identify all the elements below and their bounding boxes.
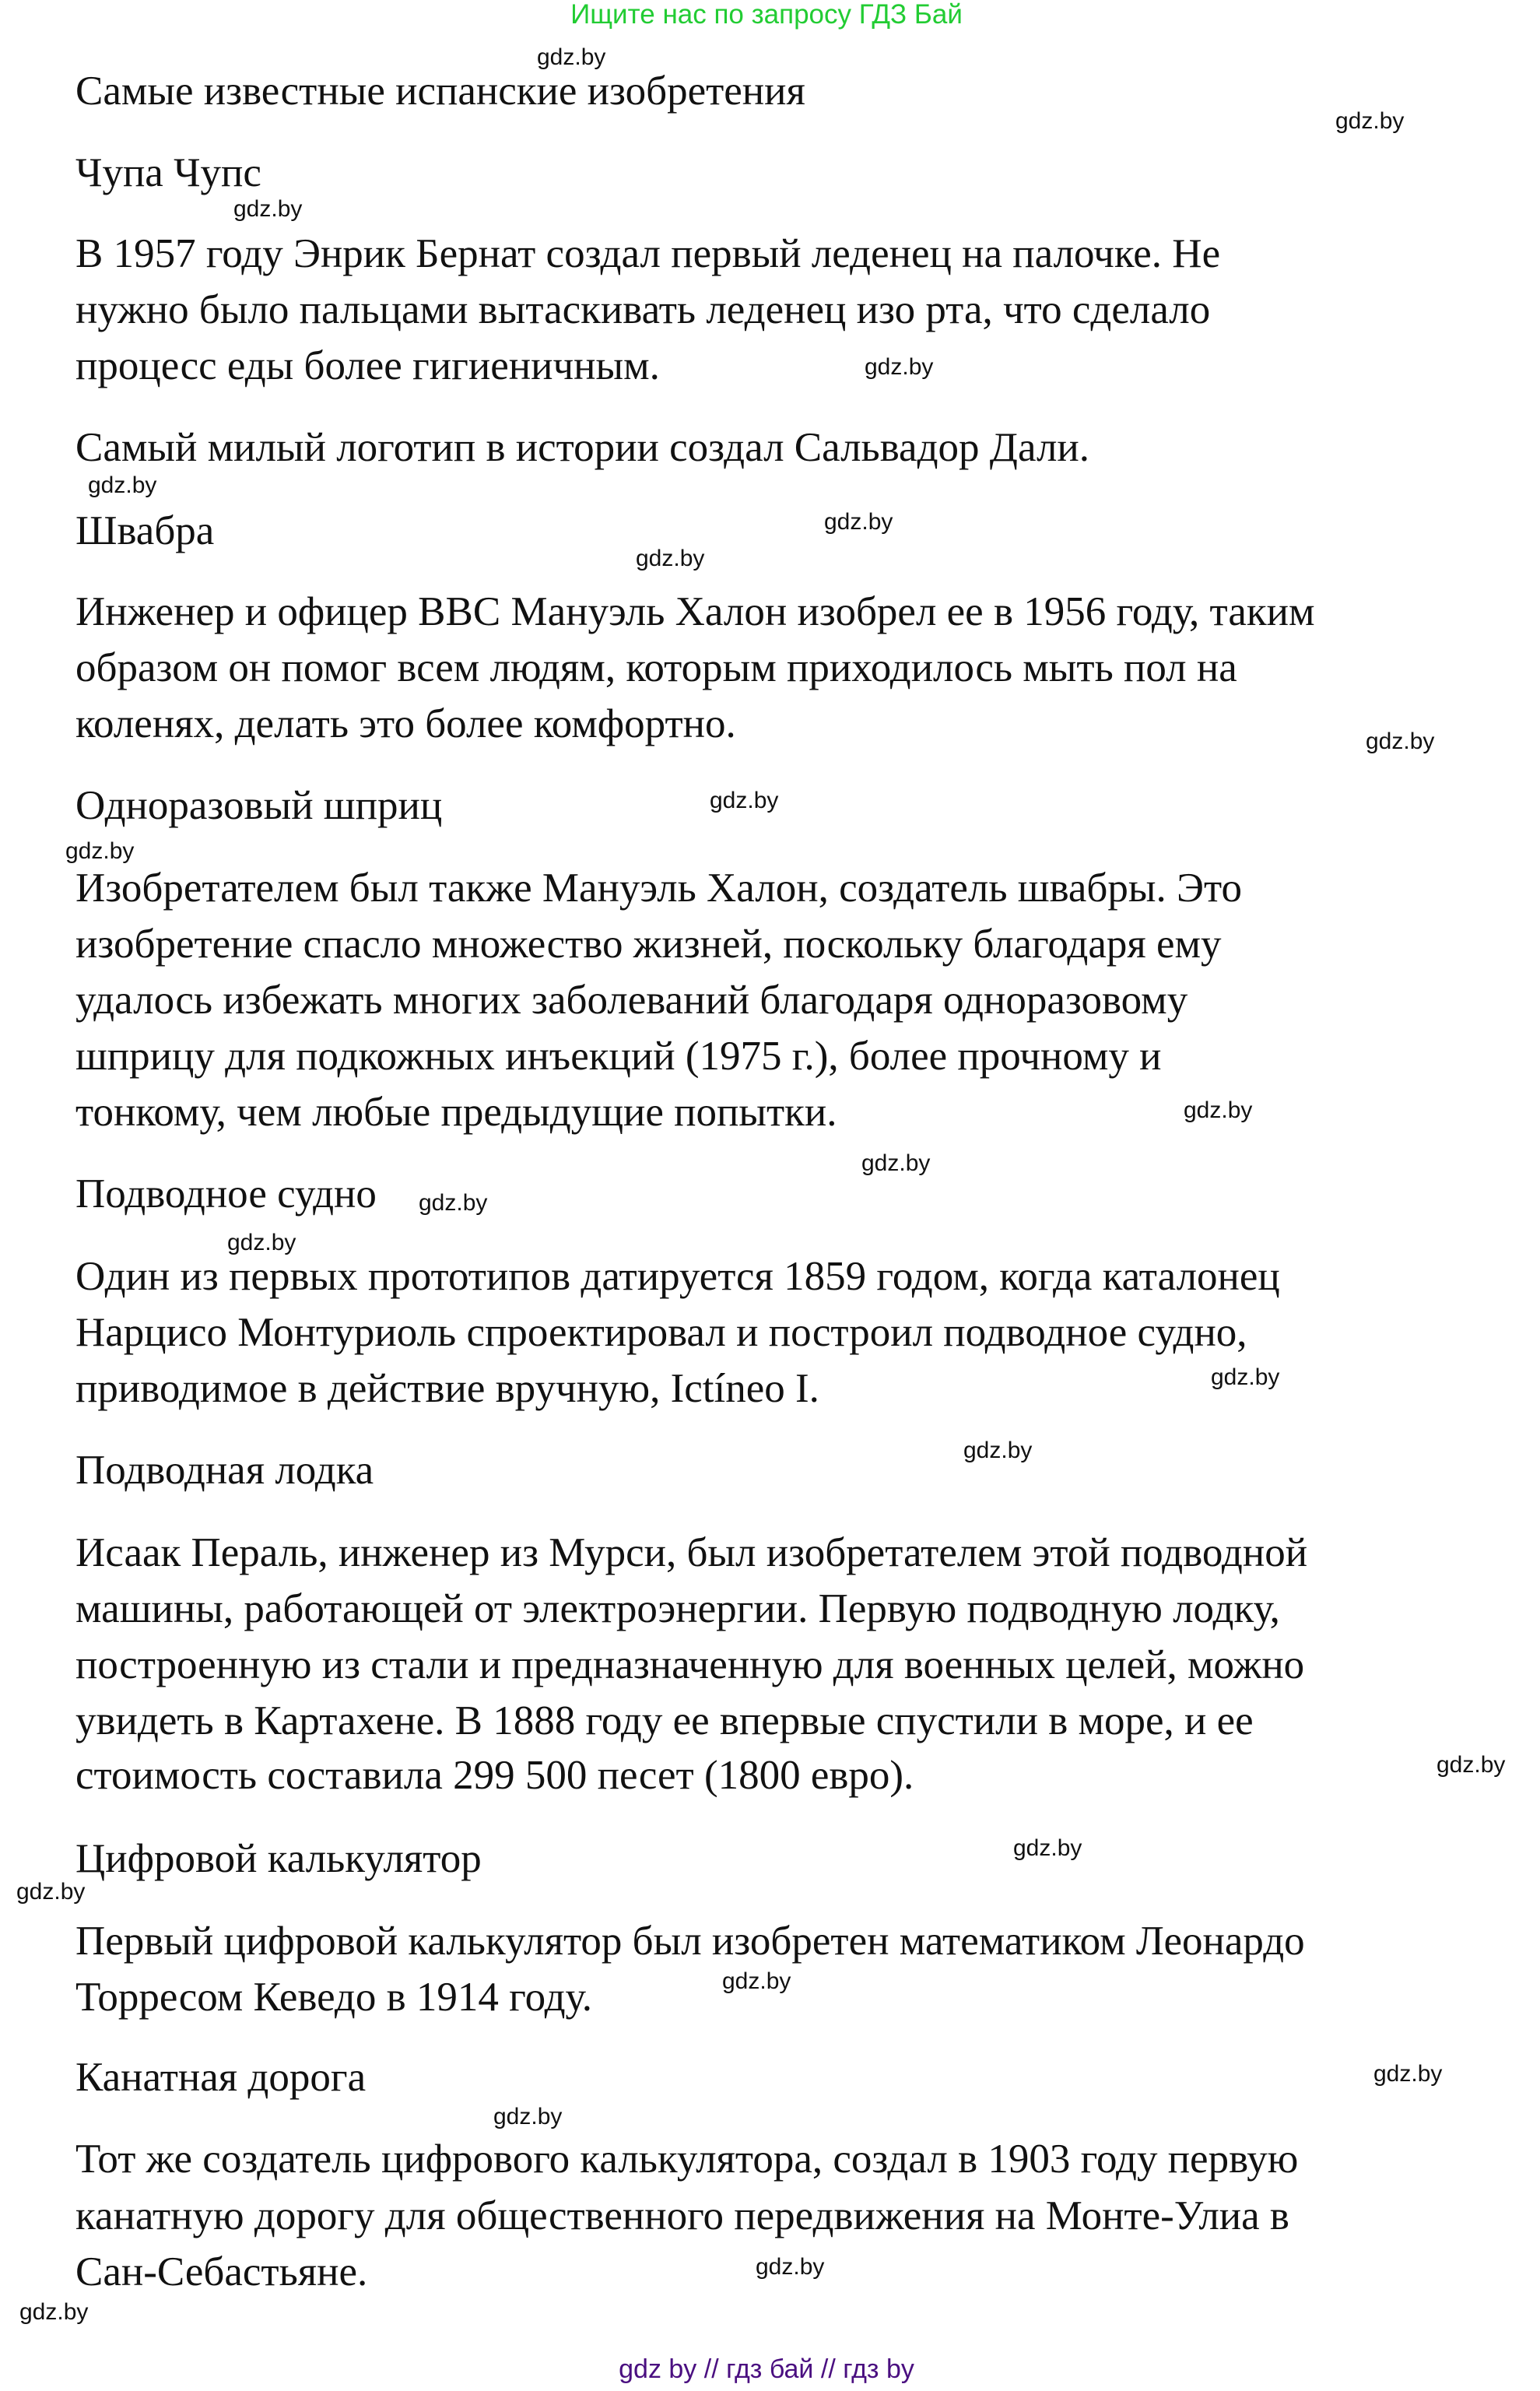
- paragraph-line: удалось избежать многих заболеваний благодаря одноразовому: [75, 978, 1188, 1023]
- paragraph-line: Тот же создатель цифрового калькулятора, создал в 1903 году первую: [75, 2136, 1299, 2182]
- paragraph-line: изобретение спасло множество жизней, поскольку благодаря ему: [75, 922, 1222, 967]
- watermark: gdz.by: [65, 838, 135, 864]
- section-heading: Подводная лодка: [75, 1448, 374, 1493]
- watermark: gdz.by: [233, 196, 303, 222]
- watermark: gdz.by: [861, 1150, 931, 1176]
- paragraph-line: шприцу для подкожных инъекций (1975 г.), более прочному и: [75, 1034, 1162, 1079]
- paragraph-line: увидеть в Картахене. В 1888 году ее впервые спустили в море, и ее: [75, 1698, 1254, 1743]
- paragraph-line: Самый милый логотип в истории создал Сальвадор Дали.: [75, 425, 1090, 470]
- watermark: gdz.by: [537, 44, 606, 70]
- paragraph-line: Один из первых прототипов датируется 1859 годом, когда каталонец: [75, 1254, 1280, 1299]
- watermark: gdz.by: [493, 2104, 563, 2129]
- paragraph-line: построенную из стали и предназначенную для военных целей, можно: [75, 1642, 1305, 1687]
- watermark: gdz.by: [1437, 1752, 1506, 1778]
- paragraph-line: Первый цифровой калькулятор был изобретен математиком Леонардо: [75, 1919, 1305, 1964]
- section-heading: Цифровой калькулятор: [75, 1836, 482, 1881]
- watermark: gdz.by: [710, 788, 779, 813]
- section-heading: Подводное судно: [75, 1171, 377, 1217]
- section-heading: Одноразовый шприц: [75, 783, 443, 828]
- paragraph-line: стоимость составила 299 500 песет (1800 евро).: [75, 1753, 914, 1798]
- paragraph-line: Изобретателем был также Мануэль Халон, создатель швабры. Это: [75, 865, 1242, 911]
- paragraph-line: Торресом Кеведо в 1914 году.: [75, 1975, 592, 2020]
- watermark: gdz.by: [824, 509, 893, 535]
- watermark: gdz.by: [1373, 2061, 1443, 2087]
- watermark: gdz.by: [722, 1968, 791, 1994]
- footer-banner: gdz by // гдз бай // гдз by: [619, 2354, 914, 2384]
- paragraph-line: Сан-Себастьяне.: [75, 2249, 368, 2294]
- paragraph-line: нужно было пальцами вытаскивать леденец изо рта, что сделало: [75, 287, 1211, 332]
- paragraph-line: коленях, делать это более комфортно.: [75, 701, 736, 746]
- section-heading: Швабра: [75, 508, 215, 553]
- watermark: gdz.by: [419, 1190, 488, 1216]
- watermark: gdz.by: [16, 1879, 86, 1905]
- paragraph-line: Нарцисо Монтуриоль спроектировал и построил подводное судно,: [75, 1310, 1247, 1355]
- watermark: gdz.by: [756, 2254, 825, 2280]
- watermark: gdz.by: [227, 1230, 296, 1255]
- watermark: gdz.by: [865, 354, 934, 380]
- section-heading: Чупа Чупс: [75, 150, 261, 195]
- watermark: gdz.by: [636, 546, 705, 571]
- watermark: gdz.by: [1335, 108, 1405, 134]
- paragraph-line: машины, работающей от электроэнергии. Первую подводную лодку,: [75, 1586, 1280, 1631]
- watermark: gdz.by: [1013, 1835, 1082, 1861]
- paragraph-line: В 1957 году Энрик Бернат создал первый леденец на палочке. Не: [75, 231, 1221, 276]
- watermark: gdz.by: [88, 472, 157, 498]
- paragraph-line: Исаак Пераль, инженер из Мурси, был изобретателем этой подводной: [75, 1530, 1308, 1575]
- header-banner: Ищите нас по запросу ГДЗ Бай: [570, 0, 963, 30]
- paragraph-line: приводимое в действие вручную, Ictíneo I.: [75, 1366, 819, 1411]
- watermark: gdz.by: [1366, 729, 1435, 754]
- watermark: gdz.by: [1184, 1097, 1253, 1123]
- watermark: gdz.by: [19, 2299, 89, 2325]
- section-heading: Самые известные испанские изобретения: [75, 68, 805, 114]
- paragraph-line: Инженер и офицер ВВС Мануэль Халон изобрел ее в 1956 году, таким: [75, 589, 1315, 634]
- paragraph-line: канатную дорогу для общественного передвижения на Монте-Улиа в: [75, 2193, 1289, 2238]
- section-heading: Канатная дорога: [75, 2055, 367, 2100]
- paragraph-line: образом он помог всем людям, которым приходилось мыть пол на: [75, 645, 1237, 690]
- paragraph-line: тонкому, чем любые предыдущие попытки.: [75, 1090, 837, 1135]
- watermark: gdz.by: [963, 1438, 1033, 1463]
- watermark: gdz.by: [1211, 1364, 1280, 1390]
- paragraph-line: процесс еды более гигиеничным.: [75, 343, 660, 388]
